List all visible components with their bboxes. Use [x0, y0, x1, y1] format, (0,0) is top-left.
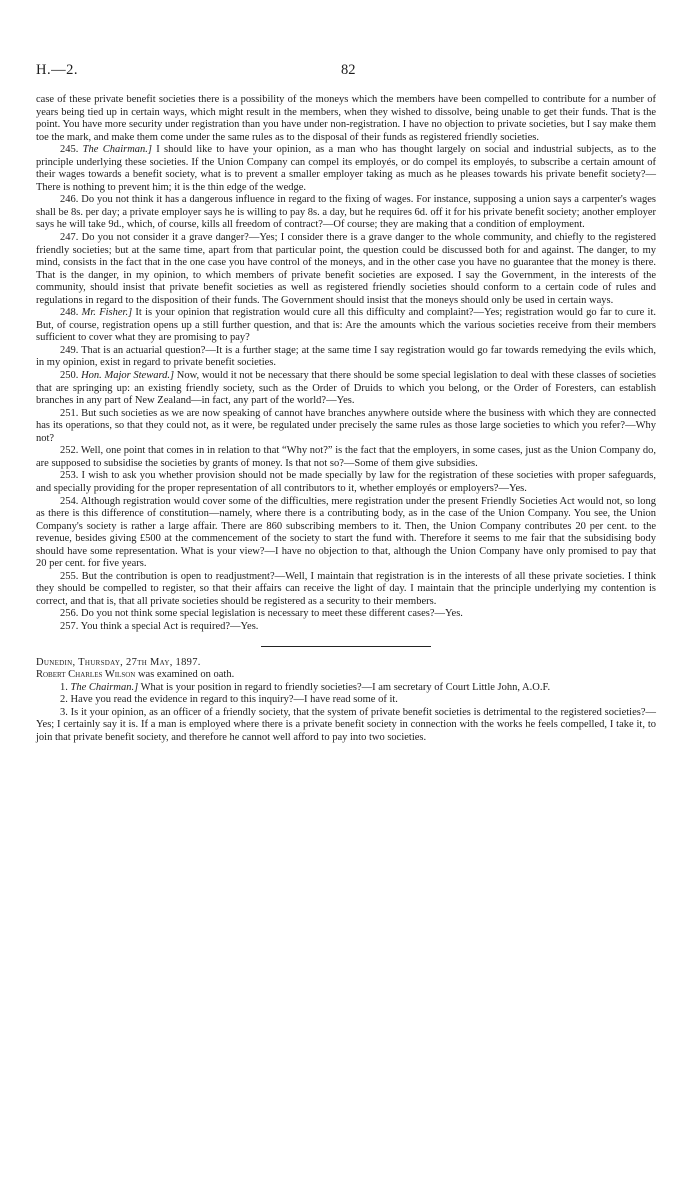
evidence-paragraph [36, 408, 656, 446]
evidence-paragraph [36, 445, 656, 470]
question-number: 1. [60, 681, 68, 693]
evidence-paragraph [36, 707, 656, 745]
paragraph-text: Have you read the evidence in regard to this inquiry?—I have read some of it. [70, 694, 398, 706]
paragraph-text: Do you not consider it a grave danger?—Yes; I consider there is a grave danger to the whole community, and chiefly to the registered friendly societies; but at the same time, apart from that particular point, the question could be discussed both for and against. The danger, to my mind, consists in the fact that in the one case you have control of the moneys, and in the other case you have no guarantee that the money is there. That is the danger, in my opinion, to which members of private benefit societies are exposed. I say the Government, in the interests of the community, should insist that private benefit societies as well as registered friendly societies should conform to a certain code of rules and regulations in regard to the disposition of their funds. The Government should insist that the moneys should only be used in certain ways. [36, 232, 656, 306]
evidence-paragraph [36, 370, 656, 408]
paragraph-text: You think a special Act is required?—Yes. [80, 620, 259, 632]
document-body [36, 94, 656, 744]
evidence-paragraph [36, 144, 656, 194]
paragraph-text: But such societies as we are now speaking of cannot have branches anywhere outside where the business with which they are connected has its operations, so that they could not, as it were, be regulated under precisely the same rules as those large societies to which you refer?—Why not? [36, 407, 656, 444]
evidence-paragraph [36, 307, 656, 345]
question-number: 247. [60, 232, 79, 244]
document-reference: H.—2. [36, 62, 78, 78]
evidence-paragraph [36, 94, 656, 144]
question-number: 257. [60, 620, 79, 632]
evidence-paragraph [36, 694, 656, 707]
paragraph-text: case of these private benefit societies there is a possibility of the moneys which the members have been compelled to contribute for a number of years being tied up in certain ways, which might result in the members, when they wished to dissolve, being unable to get their funds. That is the point. You have more security under registration than you have under non-registration. I have no objection to private societies, but I say make them toe the mark, and make them come under the same rules as to the disposal of their funds as registered friendly societies. [36, 94, 656, 143]
evidence-paragraph [36, 345, 656, 370]
paragraph-text: That is an actuarial question?—It is a further stage; at the same time I say registration would go far towards remedying the evils which, in my opinion, exist in regard to private benefit societies. [36, 344, 657, 369]
question-number: 254. [60, 495, 79, 507]
section-divider [261, 646, 431, 647]
paragraph-text: What is your position in regard to friendly societies?—I am secretary of Court Little John, A.O.F. [138, 681, 551, 693]
evidence-paragraphs-bottom [36, 682, 656, 745]
evidence-paragraph [36, 232, 656, 307]
paragraph-text: Well, one point that comes in in relation to that “Why not?” is the fact that the employers, in some cases, just as the Union Company do, are supposed to subsidise the societies by grants of money. Is that not so?—Some of them give subsidies. [36, 445, 656, 469]
evidence-paragraph [36, 621, 656, 634]
question-number: 251. [60, 407, 79, 419]
question-number: 248. [60, 307, 79, 319]
question-number: 250. [60, 370, 79, 382]
evidence-paragraphs-top [36, 94, 656, 634]
witness-line [36, 669, 656, 682]
evidence-paragraph [36, 470, 656, 495]
paragraph-text: But the contribution is open to readjustment?—Well, I maintain that registration is in the interests of all these private societies. I think they should be compelled to register, so that their affairs can receive the light of day. I maintain that the principle underlying my contention is correct, and that is, that all private societies should be registered as a security to their members. [36, 570, 657, 607]
evidence-paragraph [36, 194, 656, 232]
evidence-paragraph [36, 608, 656, 621]
question-number: 2. [60, 694, 68, 706]
evidence-paragraph [36, 571, 656, 609]
page-header [36, 62, 656, 82]
question-number: 255. [60, 570, 79, 582]
question-number: 246. [60, 194, 79, 206]
paragraph-text: Do you not think some special legislation is necessary to meet these different cases?—Yes. [81, 608, 463, 620]
paragraph-text: Now, would it not be necessary that there should be some special legislation to deal with these classes of societies that are springing up: an existing friendly society, such as the Order of Druids to which you belong, or the Order of Foresters, can establish branches in any part of New Zealand—in fact, any part of the world?—Yes. [36, 370, 656, 407]
question-number: 256. [60, 608, 79, 620]
page-number: 82 [341, 62, 356, 78]
question-number: 3. [60, 706, 68, 718]
speaker-name: The Chairman.] [70, 681, 139, 693]
evidence-paragraph [36, 682, 656, 695]
witness-name: Robert Charles Wilson [36, 669, 136, 681]
paragraph-text: Do you not think it has a dangerous influence in regard to the fixing of wages. For instance, supposing a union says a carpenter's wages shall be 8s. per day; a private employer says he is willing to pay 8s. a day, but he requires 6d. off it for his private benefit society; another employer says he will take 9d., which, of course, kills all freedom of contract?—Of course; they are making that a condition of employment. [36, 194, 656, 231]
paragraph-text: It is your opinion that registration would cure all this difficulty and complaint?—Yes; registration would go far to cure it. But, of course, registration opens up a still further question, and that is: Are the amounts which the various societies receive from their members sufficient to cover what they are promising to pay? [36, 307, 656, 344]
speaker-name: The Chairman.] [82, 144, 152, 156]
question-number: 245. [60, 144, 79, 156]
paragraph-text: Is it your opinion, as an officer of a friendly society, that the system of private benefit societies is detrimental to the registered societies?—Yes; I certainly say it is. If a man is employed where there is a private benefit society in connection with the works he feels compelled, I take it, to join that private benefit society, and therefore he cannot well afford to pay into two societies. [36, 706, 657, 743]
speaker-name: Hon. Major Steward.] [81, 370, 175, 382]
paragraph-text: I should like to have your opinion, as a man who has thought largely on social and industrial subjects, as to the principle underlying these societies. If the Union Company can compel its employés, or do compel its employés, to subscribe a certain amount of their wages towards a benefit society, what is to prevent a smaller employer taking as much as he pleases towards his private benefit society?—There is nothing to prevent him; it is the thin edge of the wedge. [36, 144, 656, 193]
dateline: Dunedin, Thursday, 27th May, 1897. [36, 656, 201, 668]
question-number: 253. [60, 470, 79, 482]
question-number: 252. [60, 445, 79, 457]
evidence-paragraph [36, 496, 656, 571]
paragraph-text: I wish to ask you whether provision should not be made specially by law for the registration of these societies with proper safeguards, and specially providing for the proper representation of all contributors to it, whether employés or employers?—Yes. [36, 470, 656, 494]
question-number: 249. [60, 344, 79, 356]
paragraph-text: Although registration would cover some of the difficulties, mere registration under the present Friendly Societies Act would not, so long as there is this difference of constitution—namely, where there is a contributing body, as in the case of the Union Company. You see, the Union Company's society is rather a large affair. There are 860 subscribing members to it. Then, the Union Company contributes 20 per cent. to the revenue, besides giving £500 at the commencement of the society to start the fund with. Therefore it seems to me fair that the subsidising body should have some representation. What is your view?—I have no objection to that, although the Union Company have only promised to pay that 20 per cent. for five years. [36, 495, 656, 570]
speaker-name: Mr. Fisher.] [81, 307, 133, 319]
witness-rest: was examined on oath. [135, 669, 235, 681]
